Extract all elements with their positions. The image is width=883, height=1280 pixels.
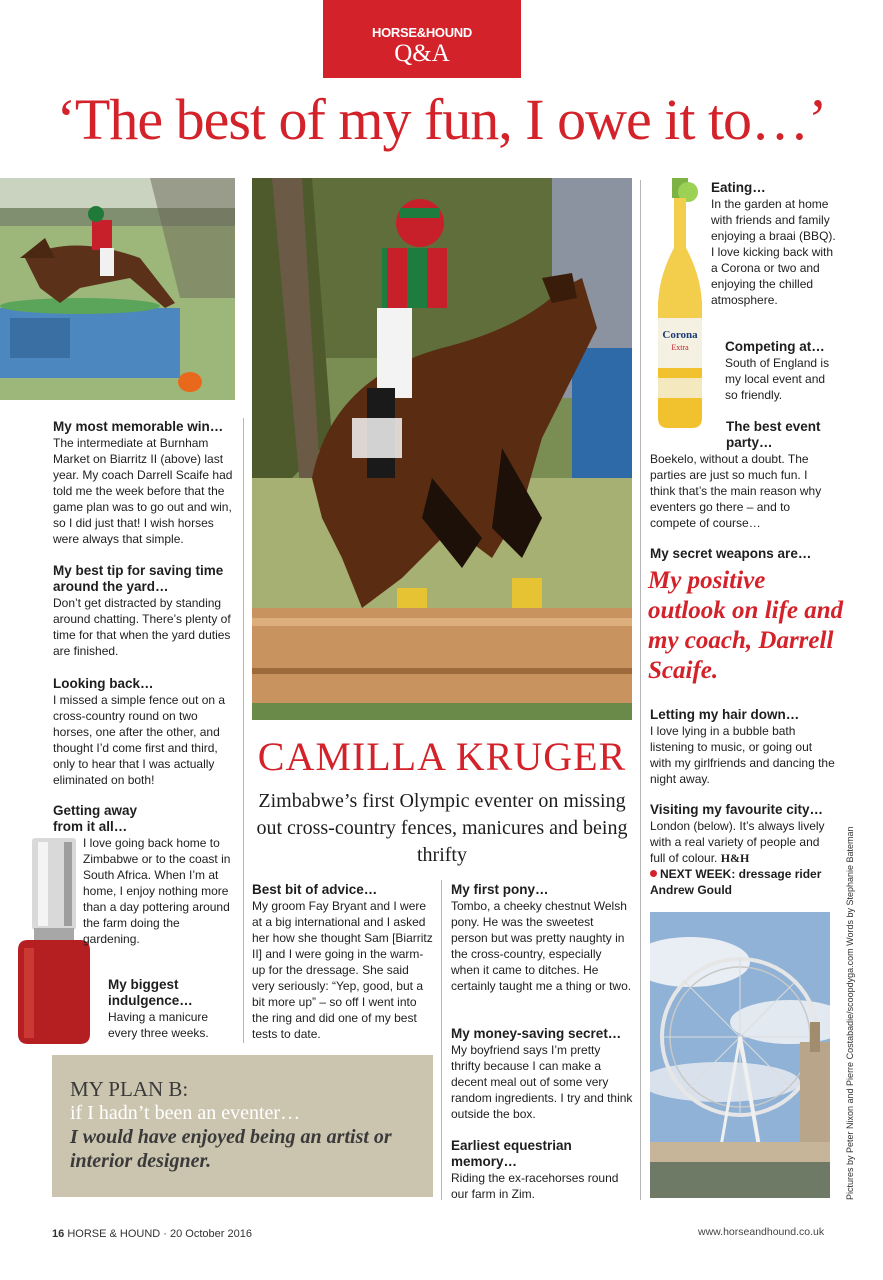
pull-quote: My positive outlook on life and my coach, Darrell Scaife.	[648, 567, 844, 684]
qa-best-party	[650, 419, 836, 531]
next-week-teaser: NEXT WEEK: dressage rider Andrew Gould	[650, 867, 822, 897]
answer-text: My groom Fay Bryant and I were at a big international and I asked her how she thought Sam [Biarritz II] and I were going in the warm-up for the dressage. She said very seriously: “Yep, good, but a bit more up” – so off I went into the ring and did one of my best tests to date.	[252, 899, 433, 1041]
question-heading: My first pony…	[451, 882, 549, 897]
question-heading: Looking back…	[53, 676, 154, 691]
question-heading: My money-saving secret…	[451, 1026, 622, 1041]
qa-best-tip	[53, 563, 235, 659]
qa-favourite-city	[650, 802, 836, 898]
question-heading: Letting my hair down…	[650, 707, 800, 722]
question-heading: Visiting my favourite city…	[650, 802, 824, 817]
column-divider	[243, 418, 244, 1043]
answer-text: London (below). It’s always lively with a real variety of people and full of colour.	[650, 819, 825, 865]
page-footer: 16 HORSE & HOUND · 20 October 2016	[52, 1228, 252, 1240]
answer-text: I missed a simple fence out on a cross-country round on two horses, one after the other, and thought I’d come first and third, only to hear that I was actually eliminated on both!	[53, 693, 226, 787]
answer-text: Riding the ex-racehorses round our farm in Zim.	[451, 1171, 619, 1201]
burnham-market-photo	[0, 178, 235, 400]
qa-getting-away	[53, 803, 235, 947]
question-heading: Getting away from it all…	[53, 803, 138, 834]
qa-eating	[711, 180, 839, 308]
column-divider	[640, 180, 641, 1200]
qa-secret-weapons	[650, 546, 836, 562]
question-heading: Competing at…	[725, 339, 825, 354]
answer-text: I love going back home to Zimbabwe or to the coast in South Africa. When I’m at home, I enjoy nothing more than a day pottering around the farm doing the gardening.	[83, 836, 231, 946]
bottle-sub: Extra	[671, 343, 689, 352]
section-label: Q&A	[394, 40, 450, 67]
brand-logo: HORSE&HOUND	[372, 25, 472, 40]
corona-bottle-image	[650, 178, 710, 430]
answer-text: My boyfriend says I’m pretty thrifty because I can make a decent meal out of some very random ingredients. I try and think outside the box.	[451, 1043, 633, 1121]
photo-credit: Pictures by Peter Nixon and Pierre Costabadie/scoopdyga.com Words by Stephanie Bateman	[845, 826, 855, 1200]
interviewee-name: CAMILLA KRUGER	[257, 734, 627, 779]
bottle-brand: Corona	[662, 329, 698, 341]
answer-text: Don’t get distracted by standing around chatting. There’s plenty of time for that when the yard duties are finished.	[53, 596, 231, 658]
qa-looking-back	[53, 676, 235, 788]
question-heading: Earliest equestrian memory…	[451, 1138, 572, 1169]
answer-text: I love lying in a bubble bath listening to music, or going out with my girlfriends and dancing the night away.	[650, 724, 835, 786]
london-eye-photo	[650, 912, 830, 1198]
page-headline: ‘The best of my fun, I owe it to…’	[56, 87, 827, 152]
question-heading: Eating…	[711, 180, 766, 195]
qa-biggest-indulgence	[108, 977, 238, 1041]
section-badge	[323, 0, 521, 78]
plan-b-title: MY PLAN B:	[70, 1077, 189, 1101]
interview-subtitle: Zimbabwe’s first Olympic eventer on missing out cross-country fences, manicures and being thrifty	[256, 790, 628, 866]
question-heading: My biggest indulgence…	[108, 977, 193, 1008]
qa-hair-down	[650, 707, 836, 787]
answer-text: Boekelo, without a doubt. The parties are just so much fun. I think that’s the main reason why eventers go there – and to compete of course…	[650, 452, 822, 530]
qa-first-pony	[451, 882, 633, 994]
answer-text: Having a manicure every three weeks.	[108, 1010, 209, 1040]
qa-earliest-memory	[451, 1138, 633, 1202]
publication-name: HORSE & HOUND	[67, 1228, 161, 1240]
answer-text: In the garden at home with friends and family enjoying a braai (BBQ). I love kicking back with a Corona or two and enjoying the chilled atmosphere.	[711, 197, 836, 307]
qa-money-saving	[451, 1026, 633, 1122]
qa-best-advice	[252, 882, 434, 1042]
plan-b-question: if I hadn’t been an eventer…	[70, 1102, 301, 1124]
website-url: www.horseandhound.co.uk	[698, 1226, 825, 1238]
plan-b-answer: I would have enjoyed being an artist or interior designer.	[70, 1126, 392, 1172]
answer-text: Tombo, a cheeky chestnut Welsh pony. He was the sweetest person but was pretty naughty in the cross-country, especially when it came to ditches. He certainly taught me a thing or two.	[451, 899, 632, 993]
question-heading: Best bit of advice…	[252, 882, 378, 897]
qa-memorable-win	[53, 419, 235, 547]
issue-date: 20 October 2016	[170, 1228, 252, 1240]
sign-off: H&H	[720, 851, 750, 865]
question-heading: My secret weapons are…	[650, 546, 812, 561]
column-divider	[441, 880, 442, 1200]
plan-b-box	[52, 1055, 433, 1197]
page-number: 16	[52, 1228, 65, 1240]
answer-text: The intermediate at Burnham Market on Biarritz II (above) last year. My coach Darrell Scaife had told me the week before that the game plan was to go out and win, so I did just that! I wish horses were always that simple.	[53, 436, 233, 546]
question-heading: My best tip for saving time around the yard…	[53, 563, 224, 594]
question-heading: The best event party…	[726, 419, 821, 450]
answer-text: South of England is my local event and so friendly.	[725, 356, 830, 402]
qa-competing-at	[725, 339, 835, 403]
question-heading: My most memorable win…	[53, 419, 224, 434]
hero-photo-camilla-kruger	[252, 178, 632, 720]
bullet-icon	[650, 870, 657, 877]
